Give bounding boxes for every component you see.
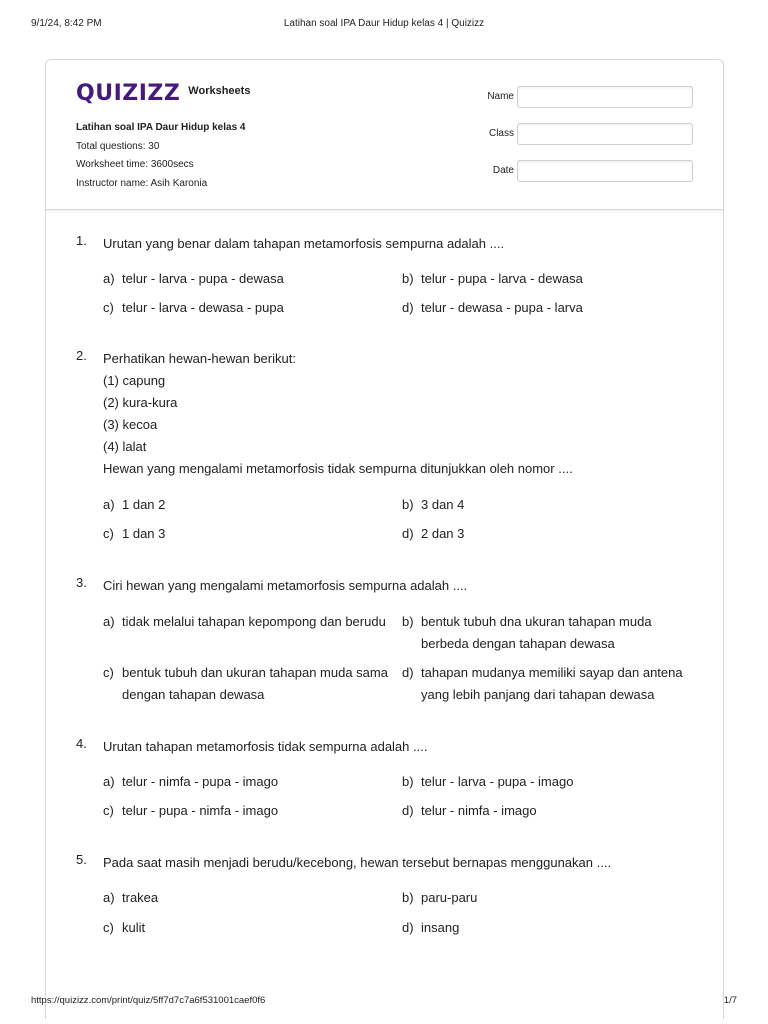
question-stem <box>103 852 611 874</box>
print-footer <box>31 995 737 1009</box>
option-letter: c) <box>103 920 114 935</box>
option-text: telur - nimfa - imago <box>421 803 537 818</box>
option-letter: a) <box>103 614 115 629</box>
option-letter: d) <box>402 920 414 935</box>
logo-product: Worksheets <box>188 85 251 97</box>
quizizz-logo <box>76 80 250 106</box>
worksheet-meta <box>76 119 246 193</box>
class-field[interactable] <box>517 123 693 145</box>
option-letter: a) <box>103 497 115 512</box>
option-letter: b) <box>402 497 414 512</box>
option-text: trakea <box>122 890 159 905</box>
option-text: tahapan mudanya memiliki sayap dan antena yang lebih panjang dari tahapan dewasa <box>421 665 683 702</box>
option-text: telur - pupa - larva - dewasa <box>421 271 583 286</box>
print-url: https://quizizz.com/print/quiz/5ff7d7c7a6f531001caef0f6 <box>31 995 266 1006</box>
stem-line: Perhatikan hewan-hewan berikut: <box>103 351 296 366</box>
option-letter: b) <box>402 774 414 789</box>
option-letter: d) <box>402 803 414 818</box>
date-field-row <box>466 160 696 182</box>
option-text: telur - larva - pupa - dewasa <box>122 271 284 286</box>
question-number: 5. <box>76 852 87 867</box>
option-letter: d) <box>402 665 414 680</box>
instructor-name: Instructor name: Asih Karonia <box>76 177 208 189</box>
question-stem <box>103 348 573 480</box>
date-field[interactable] <box>517 160 693 182</box>
date-label: Date <box>492 165 514 176</box>
option-text: telur - nimfa - pupa - imago <box>122 774 279 789</box>
question-number: 4. <box>76 736 87 751</box>
question-number: 2. <box>76 348 87 363</box>
option-text: paru-paru <box>421 890 478 905</box>
name-field[interactable] <box>517 86 693 108</box>
stem-line: (1) capung <box>103 373 166 388</box>
option-text: 1 dan 2 <box>122 497 166 512</box>
stem-line: (4) lalat <box>103 439 147 454</box>
worksheet-card <box>45 59 724 1019</box>
stem-line: Pada saat masih menjadi berudu/kecebong, hewan tersebut bernapas menggunakan .... <box>103 855 612 870</box>
option-letter: c) <box>103 300 114 315</box>
option-letter: d) <box>402 526 414 541</box>
worksheet-header <box>46 60 723 210</box>
option-text: telur - dewasa - pupa - larva <box>421 300 583 315</box>
class-label: Class <box>488 128 514 139</box>
stem-line: Ciri hewan yang mengalami metamorfosis sempurna adalah .... <box>103 578 468 593</box>
print-date: 9/1/24, 8:42 PM <box>31 18 102 29</box>
question-stem <box>103 736 427 758</box>
name-field-row <box>466 86 696 108</box>
question-stem <box>103 233 504 255</box>
logo-wordmark: QUIZIZZ <box>76 80 181 106</box>
option-letter: c) <box>103 526 114 541</box>
class-field-row <box>466 123 696 145</box>
option-text: telur - pupa - nimfa - imago <box>122 803 279 818</box>
stem-line: (2) kura-kura <box>103 395 178 410</box>
option-text: insang <box>421 920 460 935</box>
option-letter: b) <box>402 890 414 905</box>
option-text: 1 dan 3 <box>122 526 166 541</box>
option-letter: a) <box>103 890 115 905</box>
option-text: kulit <box>122 920 146 935</box>
option-text: telur - larva - dewasa - pupa <box>122 300 284 315</box>
option-letter: c) <box>103 803 114 818</box>
student-fields <box>466 86 696 197</box>
page-number: 1/7 <box>723 995 737 1006</box>
option-letter: b) <box>402 271 414 286</box>
name-label: Name <box>487 91 514 102</box>
option-letter: a) <box>103 774 115 789</box>
option-letter: c) <box>103 665 114 680</box>
option-text: bentuk tubuh dan ukuran tahapan muda sama dengan tahapan dewasa <box>122 665 388 702</box>
option-letter: b) <box>402 614 414 629</box>
option-text: 2 dan 3 <box>421 526 465 541</box>
option-text: bentuk tubuh dna ukuran tahapan muda berbeda dengan tahapan dewasa <box>421 614 652 651</box>
question-number: 1. <box>76 233 87 248</box>
option-text: tidak melalui tahapan kepompong dan berudu <box>122 614 386 629</box>
stem-line: Hewan yang mengalami metamorfosis tidak sempurna ditunjukkan oleh nomor .... <box>103 461 573 476</box>
stem-line: (3) kecoa <box>103 417 158 432</box>
stem-line: Urutan tahapan metamorfosis tidak sempurna adalah .... <box>103 739 428 754</box>
option-text: telur - larva - pupa - imago <box>421 774 574 789</box>
option-text: 3 dan 4 <box>421 497 465 512</box>
option-letter: d) <box>402 300 414 315</box>
total-questions: Total questions: 30 <box>76 140 160 152</box>
worksheet-title: Latihan soal IPA Daur Hidup kelas 4 <box>76 122 246 133</box>
question-number: 3. <box>76 575 87 590</box>
print-title: Latihan soal IPA Daur Hidup kelas 4 | Quizizz <box>283 18 485 29</box>
question-stem <box>103 575 467 597</box>
print-header <box>31 18 737 32</box>
stem-line: Urutan yang benar dalam tahapan metamorfosis sempurna adalah .... <box>103 236 505 251</box>
option-letter: a) <box>103 271 115 286</box>
worksheet-time: Worksheet time: 3600secs <box>76 159 194 170</box>
